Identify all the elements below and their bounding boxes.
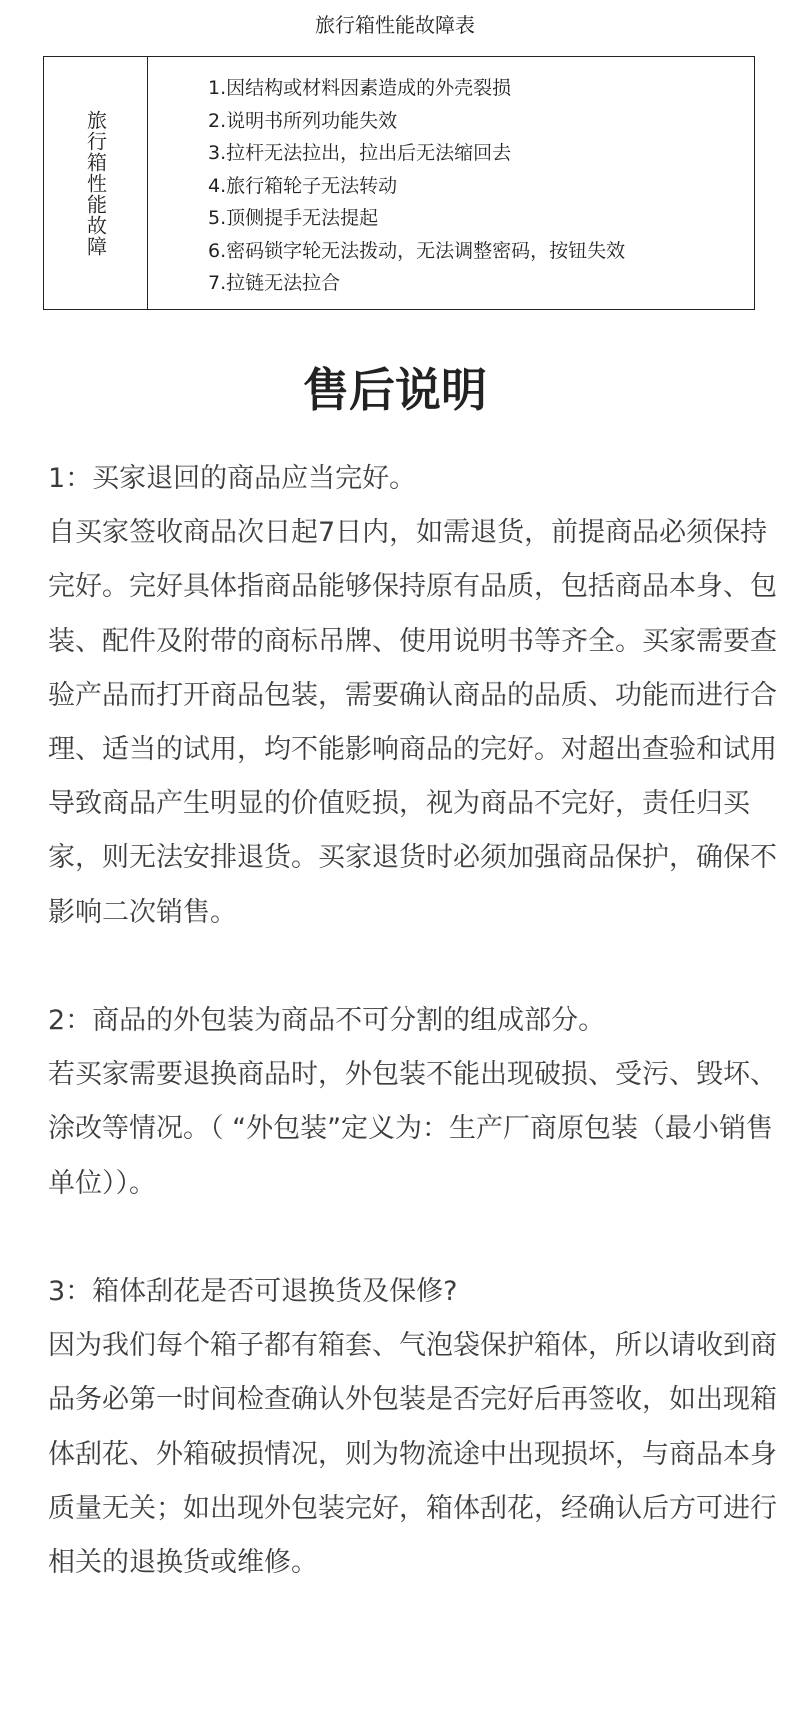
section-body: 自买家签收商品次日起7日内，如需退货，前提商品必须保持完好。完好具体指商品能够保持原有品质，包括商品本身、包装、配件及附带的商标吊牌、使用说明书等齐全。买家需要查验产品而打开商品包装，需要确认商品的品质、功能而进行合理、适当的试用，均不能影响商品的完好。对超出查验和试用导致商品产生明显的价值贬损，视为商品不完好，责任归买家，则无法安排退货。买家退货时必须加强商品保护，确保不影响二次销售。 (48, 517, 777, 928)
fault-list (148, 57, 754, 309)
fault-table-row-header: 旅行箱性能故障 (83, 109, 108, 257)
fault-item: 4.旅行箱轮子无法转动 (208, 174, 398, 197)
fault-item: 3.拉杆无法拉出，拉出后无法缩回去 (208, 142, 512, 164)
section-heading: 2：商品的外包装为商品不可分割的组成部分。 (48, 1005, 606, 1037)
fault-item: 5.顶侧提手无法提起 (208, 207, 379, 229)
fault-item: 7.拉链无法拉合 (208, 272, 341, 294)
section-heading: 1：买家退回的商品应当完好。 (48, 463, 417, 494)
fault-item: 2.说明书所列功能失效 (208, 109, 398, 132)
section-heading: 3：箱体刮花是否可退换货及保修? (48, 1276, 458, 1308)
section-body: 因为我们每个箱子都有箱套、气泡袋保护箱体，所以请收到商品务必第一时间检查确认外包装是否完好后再签收，如出现箱体刮花、外箱破损情况，则为物流途中出现损坏，与商品本身质量无关；如出现外包装完好，箱体刮花，经确认后方可进行相关的退换货或维修。 (48, 1330, 777, 1579)
section-body: 若买家需要退换商品时，外包装不能出现破损、受污、毁坏、涂改等情况。（ “外包装”定义为：生产厂商原包装（最小销售单位））。 (48, 1059, 777, 1199)
fault-table-header-cell (44, 57, 148, 309)
after-sales-title: 售后说明 (303, 363, 487, 417)
section-spacer (48, 1211, 778, 1265)
section-spacer (48, 940, 778, 994)
after-sales-notes (48, 452, 778, 1590)
fault-item: 6.密码锁字轮无法拨动，无法调整密码，按钮失效 (208, 239, 626, 262)
fault-table (43, 56, 755, 310)
fault-table-title: 旅行箱性能故障表 (315, 13, 475, 37)
fault-item: 1.因结构或材料因素造成的外壳裂损 (208, 77, 512, 99)
